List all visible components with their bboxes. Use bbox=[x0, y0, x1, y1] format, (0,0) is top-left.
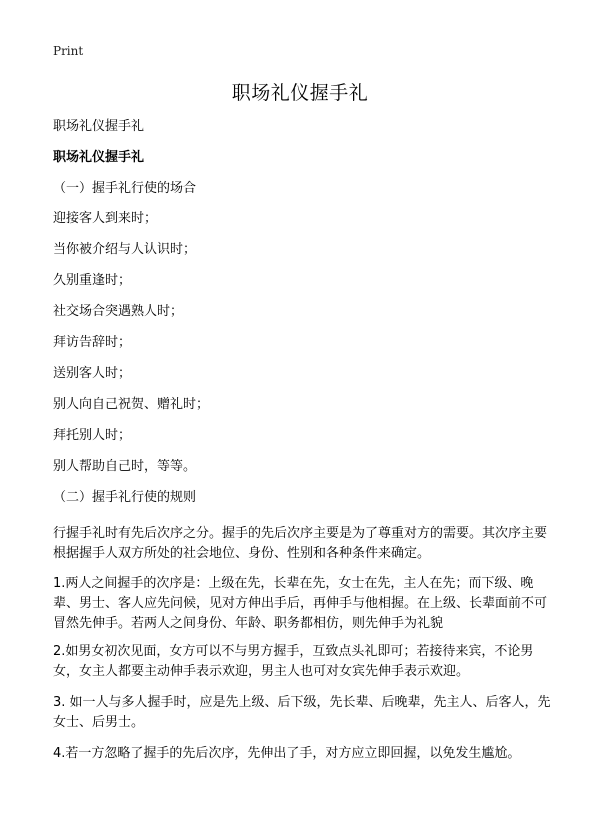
rule-paragraph: 2.如男女初次见面，女方可以不与男方握手，互致点头礼即可；若接待来宾，不论男女，女主人都要主动伸手表示欢迎，男主人也可对女宾先伸手表示欢迎。 bbox=[53, 644, 534, 679]
occasion-item: 别人帮助自己时，等等。 bbox=[53, 459, 197, 474]
occasion-item: 社交场合突遇熟人时； bbox=[53, 304, 184, 319]
occasion-item: 迎接客人到来时； bbox=[53, 211, 158, 226]
occasion-item: 送别客人时； bbox=[53, 366, 132, 381]
occasion-item: 别人向自己祝贺、赠礼时； bbox=[53, 397, 210, 412]
document-title: 职场礼仪握手礼 bbox=[231, 82, 369, 104]
rule-paragraph: 1.两人之间握手的次序是：上级在先，长辈在先，女士在先，主人在先；而下级、晚辈、男士、客人应先问候，见对方伸出手后，再伸手与他相握。在上级、长辈面前不可冒然先伸手。若两人之间身份、年龄、职务都相仿，则先伸手为礼貌 bbox=[53, 576, 548, 631]
occasion-item: 拜托别人时； bbox=[53, 428, 132, 443]
document-subtitle: 职场礼仪握手礼 bbox=[53, 119, 145, 134]
occasion-item: 当你被介绍与人认识时； bbox=[53, 242, 197, 257]
document-heading: 职场礼仪握手礼 bbox=[53, 150, 145, 165]
rule-paragraph: 3. 如一人与多人握手时，应是先上级、后下级，先长辈、后晚辈，先主人、后客人，先女士、后男士。 bbox=[53, 695, 551, 730]
print-link[interactable]: Print bbox=[53, 44, 84, 58]
occasion-item: 拜访告辞时； bbox=[53, 335, 132, 350]
occasion-item: 久别重逢时； bbox=[53, 273, 132, 288]
rule-paragraph: 行握手礼时有先后次序之分。握手的先后次序主要是为了尊重对方的需要。其次序主要根据握手人双方所处的社会地位、身份、性别和各种条件来确定。 bbox=[53, 526, 548, 561]
section-heading-occasions: （一）握手礼行使的场合 bbox=[53, 181, 197, 196]
section-heading-rules: （二）握手礼行使的规则 bbox=[53, 490, 197, 505]
rule-paragraph: 4.若一方忽略了握手的先后次序，先伸出了手，对方应立即回握，以免发生尴尬。 bbox=[53, 746, 521, 761]
